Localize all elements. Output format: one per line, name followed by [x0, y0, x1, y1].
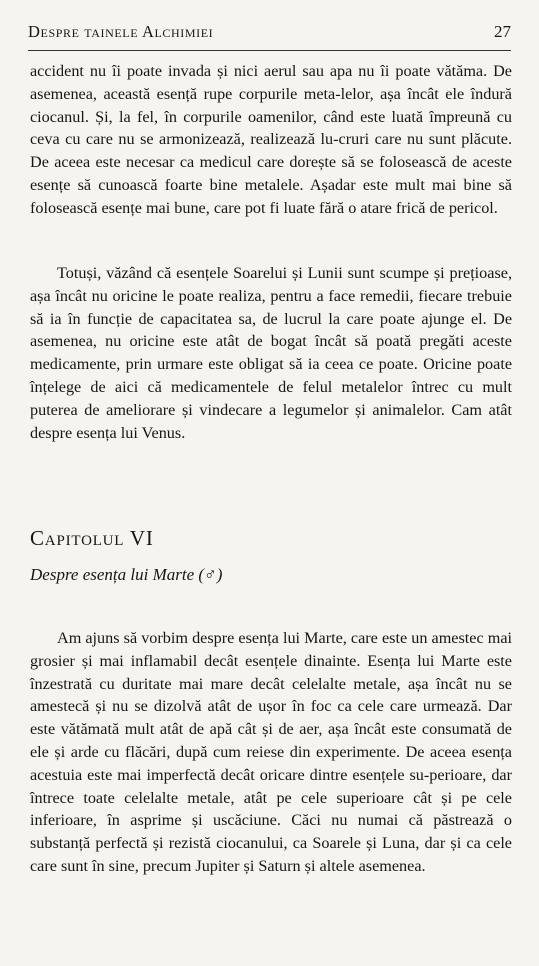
- body-paragraph: accident nu îi poate invada și nici aerul sau apa nu îi poate vătăma. De asemenea, această esență rupe corpurile meta-lelor, așa încât ele îndură ciocanul. Și, la fel, în corpurile oamenilor, când este luată împreună cu ceva cu care nu se armonizează, realizează lu-cruri care nu sunt plăcute. De aceea este necesar ca medicul care dorește să se folosească de aceste esențe să cunoască foarte bine metalele. Așadar este mult mai bine să folosească esențe mai bune, care pot fi luate fără o atare frică de pericol.: [30, 62, 512, 217]
- page-header: [28, 20, 511, 51]
- body-paragraph: Totuși, văzând că esențele Soarelui și Lunii sunt scumpe și prețioase, așa încât nu oricine le poate realiza, pentru a face remedii, fiecare trebuie să ia în funcție de capacitatea sa, de lucrul la care poate ajunge el. De asemenea, nu oricine este atât de bogat încât să poată pregăti aceste medicamente, prin urmare este obligat să ia ceea ce poate. Oricine poate înțelege de aici că medicamentele de felul metalelor întrec cu mult puterea de ameliorare și vindecare a legumelor și animalelor. Cam atât despre esența lui Venus.: [30, 264, 512, 442]
- chapter-subtitle: Despre esența lui Marte (♂): [30, 565, 223, 584]
- running-head: Despre tainele Alchimiei: [28, 22, 214, 41]
- body-paragraph: Am ajuns să vorbim despre esența lui Marte, care este un amestec mai grosier și mai inflamabil decât esențele dinainte. Esența lui Marte este înzestrată cu duritate mai mare decât celelalte metale, așa încât nu se amestecă și nu se dizolvă atât de ușor în foc ca cele care urmează. Dar este vătămată mult atât de apă cât și de aer, așa încât este consumată de ele și arde cu flăcări, după cum reiese din experimente. De aceea esența acestuia este mai imperfectă decât oricare dintre esențele su-perioare, dar întrece toate celelalte metale, atât pe cele superioare cât și pe cele inferioare, în asprime și uscăciune. Căci nu numai că păstrează o substanță perfectă și rezistă ciocanului, ca Soarele și Luna, dar și ca cele care sunt în sine, precum Jupiter și Saturn și altele asemenea.: [30, 629, 512, 875]
- page-number: 27: [494, 22, 511, 41]
- chapter-title: Capitolul VI: [30, 526, 154, 550]
